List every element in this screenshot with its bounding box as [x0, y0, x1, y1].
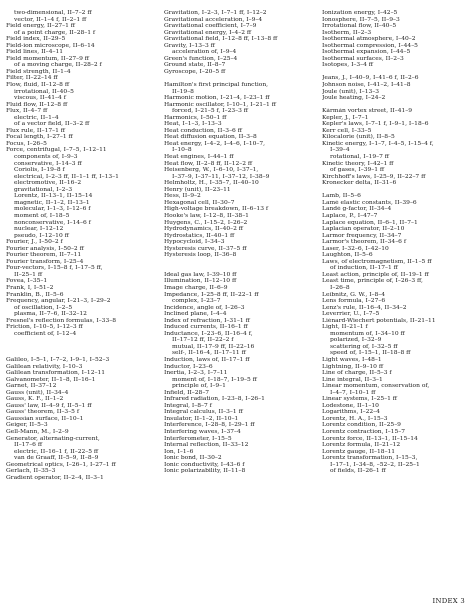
index-entry: Inclined plane, I–4–4 [164, 311, 227, 318]
index-entry: Kepler, J., I–7–1 [322, 114, 369, 121]
index-entry: Isothermal atmosphere, I–40–2 [322, 36, 416, 43]
index-entry: Isothermal expansion, I–44–5 [322, 49, 411, 56]
index-entry: Heat engines, I–44–1 ff [164, 154, 234, 161]
index-entry: Heisenberg, W., I–6–10, I–37–1, [164, 167, 259, 174]
index-entry: Green's function, I–25–4 [164, 55, 238, 62]
index-subentry: principle of, I–9–1 [172, 383, 226, 390]
index-subentry: molecular, I–1–3, I–12–6 f [14, 206, 91, 213]
index-subentry: conservative, I–14–3 ff [14, 160, 82, 167]
index-subentry: gravitational, I–2–3 [14, 186, 73, 193]
index-entry: Lorentz gauge, II–18–11 [322, 448, 396, 455]
index-entry: Huygens, C., I–15–2, I–26–2 [164, 219, 248, 226]
index-entry: Fresnel's reflection formulas, I–33–8 [6, 317, 116, 324]
index-entry: Geiger, II–5–3 [6, 422, 48, 429]
index-subentry: of a point charge, II–28–1 f [14, 29, 96, 36]
index-entry: Ionic polarizability, II–11–8 [164, 468, 246, 475]
index-subentry: I–17–1, I–34–8, –52–2, II–25–1 [330, 461, 420, 468]
index-subentry: I–4–7, I–10–1 ff [330, 389, 376, 396]
index-entry: Inductance, I–23–6, II–16–4 f, [164, 330, 253, 337]
index-entry: Galilean transformation, I–12–11 [6, 370, 106, 377]
index-entry: Gauss (unit), II–34–4 [6, 389, 69, 396]
index-entry: Fourier analysis, I–50–2 ff [6, 245, 84, 252]
index-entry: High-voltage breakdown, II–6–13 f [164, 206, 269, 213]
index-entry: Lens formula, I–27–6 [322, 298, 386, 305]
index-entry: Laplacian operator, II–2–10 [322, 226, 405, 233]
index-entry: Ground state, II–8–7 [164, 62, 226, 69]
index-entry: Illumination, II–12–10 ff [164, 278, 237, 285]
index-entry: Ion, I–1–6 [164, 448, 194, 455]
index-entry: Gauss, K. F., II–1–2 [6, 396, 64, 403]
index-entry: Landé g-factor, II–34–4 [322, 206, 392, 213]
index-entry: Kármán vortex street, II–41–9 [322, 108, 413, 115]
index-entry: Field index, II–29–5 [6, 36, 66, 43]
index-entry: Isotopes, I–3–4 ff [322, 62, 374, 69]
index-subentry: I–39–4 [330, 147, 350, 154]
index-entry: Least time, principle of, I–26–3 ff, [322, 278, 423, 285]
index-entry: Inductor, I–23–6 [164, 363, 213, 370]
index-entry: Hexagonal cell, II–30–7 [164, 199, 235, 206]
index-entry: Flux, II–4–7 ff [6, 108, 48, 115]
index-subentry: of induction, II–17–1 ff [330, 265, 398, 272]
index-entry: Frank, I, I–51–2 [6, 284, 54, 291]
index-entry: Integral, I–8–7 f [164, 402, 212, 409]
index-entry: Kerr cell, I–33–5 [322, 127, 372, 134]
index-entry: Gell-Mann, M., I–2–9 [6, 429, 69, 435]
index-entry: Least action, principle of, II–19–1 ff [322, 271, 429, 278]
index-entry: Laws, of electromagnetism, II–1–5 ff [322, 258, 432, 265]
index-entry: Induced currents, II–16–1 ff [164, 324, 248, 331]
index-entry: Joule (unit), I–13–3 [322, 88, 380, 95]
index-entry: Flux rule, II–17–1 ff [6, 127, 65, 134]
index-entry: Gyroscope, I–20–5 ff [164, 68, 226, 75]
index-entry: Liénard-Wiechert potentials, II–21–11 [322, 317, 436, 324]
index-subentry: electromotive, II–16–2 [14, 180, 82, 187]
index-entry: Field momentum, II–27–9 ff [6, 55, 89, 62]
index-entry: Index of refraction, I–31–1 ff [164, 317, 250, 324]
index-subentry: scattering of, I–32–5 ff [330, 343, 398, 350]
index-entry: Garnet, II–37–12 [6, 383, 57, 390]
index-entry: Four-vectors, I–15–8 f, I–17–5 ff, [6, 265, 103, 272]
index-entry: Infield, II–28–7 [164, 389, 210, 396]
index-entry: Ideal gas law, I–39–10 ff [164, 271, 237, 278]
index-subentry: of oscillation, I–2–5 [14, 304, 73, 311]
index-subentry: I–37–9, I–37–11, I–37–12, I–38–9 [172, 173, 270, 180]
index-entry: Light, II–21–1 f [322, 324, 368, 331]
index-subentry: components of, I–9–3 [14, 154, 78, 161]
index-entry: Ionization energy, I–42–5 [322, 10, 398, 16]
index-entry: Fourier, J., I–50–2 f [6, 239, 63, 246]
index-entry: Gauss' theorem, II–3–5 f [6, 409, 80, 416]
index-entry: Heat diffusion equation, II–3–8 [164, 134, 257, 141]
index-column-1 [6, 10, 152, 481]
index-subentry: II–19–8 [172, 88, 194, 95]
index-subentry: electric, II–16–1 f, II–22–5 ff [14, 448, 99, 455]
index-entry: Irrotational flow, II–40–5 [322, 23, 397, 30]
index-subentry: pseudo, I–12–10 ff [14, 232, 69, 239]
index-entry: Lenz's rule, II–16–4, II–34–2 [322, 304, 407, 311]
index-entry: Generator, alternating-current, [6, 435, 100, 442]
index-subentry: II–17–6 ff [14, 442, 43, 449]
index-entry: Hypocycloid, I–34–3 [164, 239, 225, 246]
index-entry: Fourier transform, I–25–4 [6, 258, 84, 265]
index-entry: Laser, I–32–6, I–42–10 [322, 245, 389, 252]
index-entry: Lamb, II–5–6 [322, 193, 361, 200]
index-entry: Lodestone, II–1–10 [322, 402, 379, 409]
index-entry: Johnson noise, I–41–2, I–41–8 [322, 82, 411, 89]
index-entry: Focal length, I–27–1 ff [6, 134, 73, 141]
index-entry: Ionosphere, II–7–5, II–9–3 [322, 16, 400, 23]
index-entry: Galilean relativity, I–10–3 [6, 363, 83, 370]
index-entry: Gravitational field, I–12–8 ff, I–13–8 ff [164, 36, 278, 43]
index-entry: Filter, II–22–14 ff [6, 75, 58, 82]
index-entry: Fourier theorem, II–7–11 [6, 252, 82, 259]
index-subentry: electrical, I–2–3 ff, II–1–1 ff, I–13–1 [14, 173, 119, 180]
index-subentry: polarized, I–32–9 [330, 337, 382, 344]
index-subentry: of gases, I–39–1 ff [330, 167, 385, 174]
index-entry: Galvanometer, II–1–8, II–16–1 [6, 376, 96, 383]
index-subentry: irrotational, II–40–5 [14, 88, 74, 95]
index-entry: Gravity, I–13–3 ff [164, 42, 215, 49]
index-entry: Fluid flow, II–12–8 ff [6, 101, 68, 108]
index-entry: Lamé elastic constants, II–39–6 [322, 199, 417, 206]
index-entry: Laplace, P., I–47–7 [322, 212, 378, 219]
page-folio: INDEX 3 [432, 597, 465, 605]
index-entry: Lorentz force, II–13–1, II–15–14 [322, 435, 418, 442]
index-entry: Hysteresis curve, II–37–5 ff [164, 245, 247, 252]
index-entry: Harmonic oscillator, I–10–1, I–21–1 ff [164, 101, 276, 108]
index-entry: Heat conduction, II–3–6 ff [164, 127, 242, 134]
index-subentry: acceleration of, I–9–4 [172, 49, 237, 56]
index-subentry: momentum of, I–34–10 ff [330, 330, 405, 337]
index-entry: Impedance, I–25–8 ff, II–22–1 ff [164, 291, 259, 298]
index-entry: Heat, I–1–3, I–13–3 [164, 121, 222, 128]
index-subentry: vector, II–1–4 f, II–2–1 ff [14, 16, 87, 23]
index-entry: Isotherm, II–2–3 [322, 29, 372, 36]
index-entry: Larmor frequency, II–34–7 [322, 232, 402, 239]
index-entry: Linear momentum, conservation of, [322, 383, 430, 390]
index-entry: Field-ion microscope, II–6–14 [6, 42, 95, 49]
index-entry: Logarithms, I–22–4 [322, 409, 380, 416]
index-entry: Kirchhoff's laws, I–25–9, II–22–7 ff [322, 173, 426, 180]
index-subentry: of a moving charge, II–28–2 f [14, 62, 102, 69]
index-subentry: II–25–1 ff [14, 271, 43, 278]
index-subentry: II–17–12 ff, II–22–2 f [172, 337, 234, 344]
index-entry: Field energy, II–27–1 ff [6, 23, 76, 30]
index-entry: Interfering waves, I–37–4 [164, 429, 241, 435]
index-subentry: of a vector field, II–3–2 ff [14, 121, 90, 128]
index-entry: Kinetic theory, I–42–1 ff [322, 160, 394, 167]
index-entry: Field strength, II–1–4 [6, 68, 71, 75]
index-subentry: electric, II–1–4 [14, 114, 59, 121]
index-entry: Friction, I–10–5, I–12–3 ff [6, 324, 83, 331]
index-subentry: speed of, I–15–1, II–18–8 ff [330, 350, 411, 357]
index-subentry: nuclear, I–12–12 [14, 226, 64, 233]
index-entry: Light waves, I–48–1 [322, 356, 382, 363]
index-entry: Lorentz transformation, I–15–3, [322, 455, 418, 462]
index-entry: Gravitational coefficient, I–7–9 [164, 23, 257, 30]
index-entry: Frequency, angular, I–21–3, I–29–2 [6, 298, 111, 305]
index-subentry: Coriolis, I–19–8 f [14, 167, 65, 174]
index-entry: Lorentz formula, II–21–12 [322, 442, 401, 449]
index-entry: Induction, laws of, II–17–1 ff [164, 356, 250, 363]
index-subentry: mutual, II–17–9 ff, II–22–16 [172, 343, 255, 350]
index-column-2 [164, 10, 310, 475]
index-entry: Inertia, I–2–3, I–7–11 [164, 370, 228, 377]
index-entry: Isothermal compression, I–44–5 [322, 42, 418, 49]
index-entry: Gravitation, I–2–3, I–7–1 ff, I–12–2 [164, 10, 267, 16]
index-subentry: viscous, II–41–4 f [14, 95, 66, 102]
index-entry: Jeans, J., I–40–9, I–41–6 f, II–2–6 [322, 75, 419, 82]
index-subentry: plasma, II–7–6, II–32–12 [14, 311, 87, 318]
index-subentry: I–26–8 [330, 284, 350, 291]
index-subentry: coefficient of, I–12–4 [14, 330, 77, 337]
index-entry: Geometrical optics, I–26–1, I–27–1 ff [6, 461, 116, 468]
index-entry: Force, centrifugal, I–7–5, I–12–11 [6, 147, 107, 154]
index-entry: Hess, II–9–2 [164, 193, 201, 200]
index-entry: Ionic conductivity, I–43–6 f [164, 461, 245, 468]
index-entry: Laplace equation, II–6–1, II–7–1 [322, 219, 418, 226]
index-entry: Joule heating, I–24–2 [322, 95, 386, 102]
index-entry: Galileo, I–5–1, I–7–2, I–9–1, I–52–3 [6, 356, 110, 363]
index-entry: Internal reflection, II–33–12 [164, 442, 249, 449]
index-subentry: moment of, I–18–7, I–19–5 ff [172, 376, 257, 383]
index-entry: Gravitational acceleration, I–9–4 [164, 16, 263, 23]
index-entry: Heat flow, II–2–8 ff, II–12–2 ff [164, 160, 253, 167]
index-entry: Focus, I–26–5 [6, 140, 47, 147]
index-entry: Henry (unit), II–23–11 [164, 186, 231, 193]
index-entry: Lightning, II–9–10 ff [322, 363, 384, 370]
index-entry: Hydrodynamics, II–40–2 ff [164, 226, 244, 233]
index-entry: Insulator, II–1–2, II–10–1 [164, 415, 239, 422]
index-entry: Interferometer, I–15–5 [164, 435, 232, 442]
index-entry: Larmor's theorem, II–34–6 f [322, 239, 407, 246]
index-entry: Gradient operator, II–2–4, II–3–1 [6, 474, 104, 481]
index-subentry: magnetic, II–1–2, II–13–1 [14, 199, 90, 206]
index-subentry: two-dimensional, II–7–2 ff [14, 10, 92, 16]
index-entry: Line of charge, II–5–3 f [322, 370, 392, 377]
index-entry: Field lines, II–4–11 [6, 49, 64, 56]
index-entry: Flow, fluid, II–12–8 ff [6, 82, 70, 89]
index-entry: Fovea, I–35–1 [6, 278, 48, 285]
index-entry: Line integral, II–3–1 [322, 376, 383, 383]
index-entry: Incidence, angle of, I–26–3 [164, 304, 245, 311]
index-subentry: van de Graaff, II–5–9, II–8–9 [14, 455, 99, 462]
index-entry: Harmonics, I–50–1 ff [164, 114, 227, 121]
index-entry: Lorentz, H. A., I–15–3 [322, 415, 388, 422]
index-subentry: I–10–8 [172, 147, 192, 154]
index-entry: Helmholtz, H., I–35–7, II–40–10 [164, 180, 259, 187]
index-entry: Kepler's laws, I–7–1 f, I–9–1, I–18–6 [322, 121, 429, 128]
index-subentry: Lorentz, II–13–1, II–15–14 [14, 193, 93, 200]
index-entry: Kronecker delta, II–31–6 [322, 180, 397, 187]
index-column-3 [322, 10, 468, 475]
index-entry: Isothermal surfaces, II–2–3 [322, 55, 404, 62]
index-entry: Linear systems, I–25–1 ff [322, 396, 397, 403]
index-entry: Heat energy, I–4–2, I–4–6, I–10–7, [164, 140, 266, 147]
index-subentry: moment of, I–18–5 [14, 212, 70, 219]
index-entry: Lorentz contraction, I–15–7 [322, 429, 405, 435]
index-entry: Image charge, II–6–9 [164, 284, 228, 291]
index-entry: Harmonic motion, I–21–4, I–23–1 ff [164, 95, 270, 102]
index-entry: Lorentz condition, II–25–9 [322, 422, 401, 429]
index-entry: Gravitational energy, I–4–2 ff [164, 29, 252, 36]
index-entry: Gaussian surface, II–10–1 [6, 415, 84, 422]
index-entry: Laughton, II–5–6 [322, 252, 373, 259]
index-subentry: nonconservative, I–14–6 f [14, 219, 91, 226]
index-entry: Integral calculus, II–3–1 ff [164, 409, 243, 416]
index-entry: Hysteresis loop, II–36–8 [164, 252, 237, 259]
index-entry: Leibnitz, G. W., I–8–4 [322, 291, 386, 298]
index-entry: Infrared radiation, I–23–8, I–26–1 [164, 396, 265, 403]
index-entry: Kinetic energy, I–1–7, I–4–5, I–15–4 f, [322, 140, 434, 147]
index-subentry: forced, I–21–5 f, I–23–3 ff [172, 108, 249, 115]
index-subentry: of fields, II–26–1 ff [330, 468, 386, 475]
index-entry: Franklin, B., II–5–6 [6, 291, 64, 298]
index-subentry: rotational, I–19–7 ff [330, 154, 389, 161]
index-entry: Kilocalorie (unit), II–8–5 [322, 134, 395, 141]
index-entry: Hamilton's first principal function, [164, 82, 269, 89]
index-entry: Hydrostatics, II–40–1 ff [164, 232, 235, 239]
index-entry: Gerlach, II–35–3 [6, 468, 56, 475]
index-entry: Hooke's law, I–12–8, II–38–1 [164, 212, 249, 219]
index-entry: Gauss' law, II–4–9 f, II–5–1 ff [6, 402, 92, 409]
index-entry: Interference, I–28–8, I–29–1 ff [164, 422, 255, 429]
index-subentry: complex, I–23–7 [172, 298, 221, 305]
index-subentry: self-, II–16–4, II–17–11 ff [172, 350, 246, 357]
index-entry: Ionic bond, II–30–2 [164, 455, 222, 462]
index-entry: Leverrier, U., I–7–5 [322, 311, 380, 318]
